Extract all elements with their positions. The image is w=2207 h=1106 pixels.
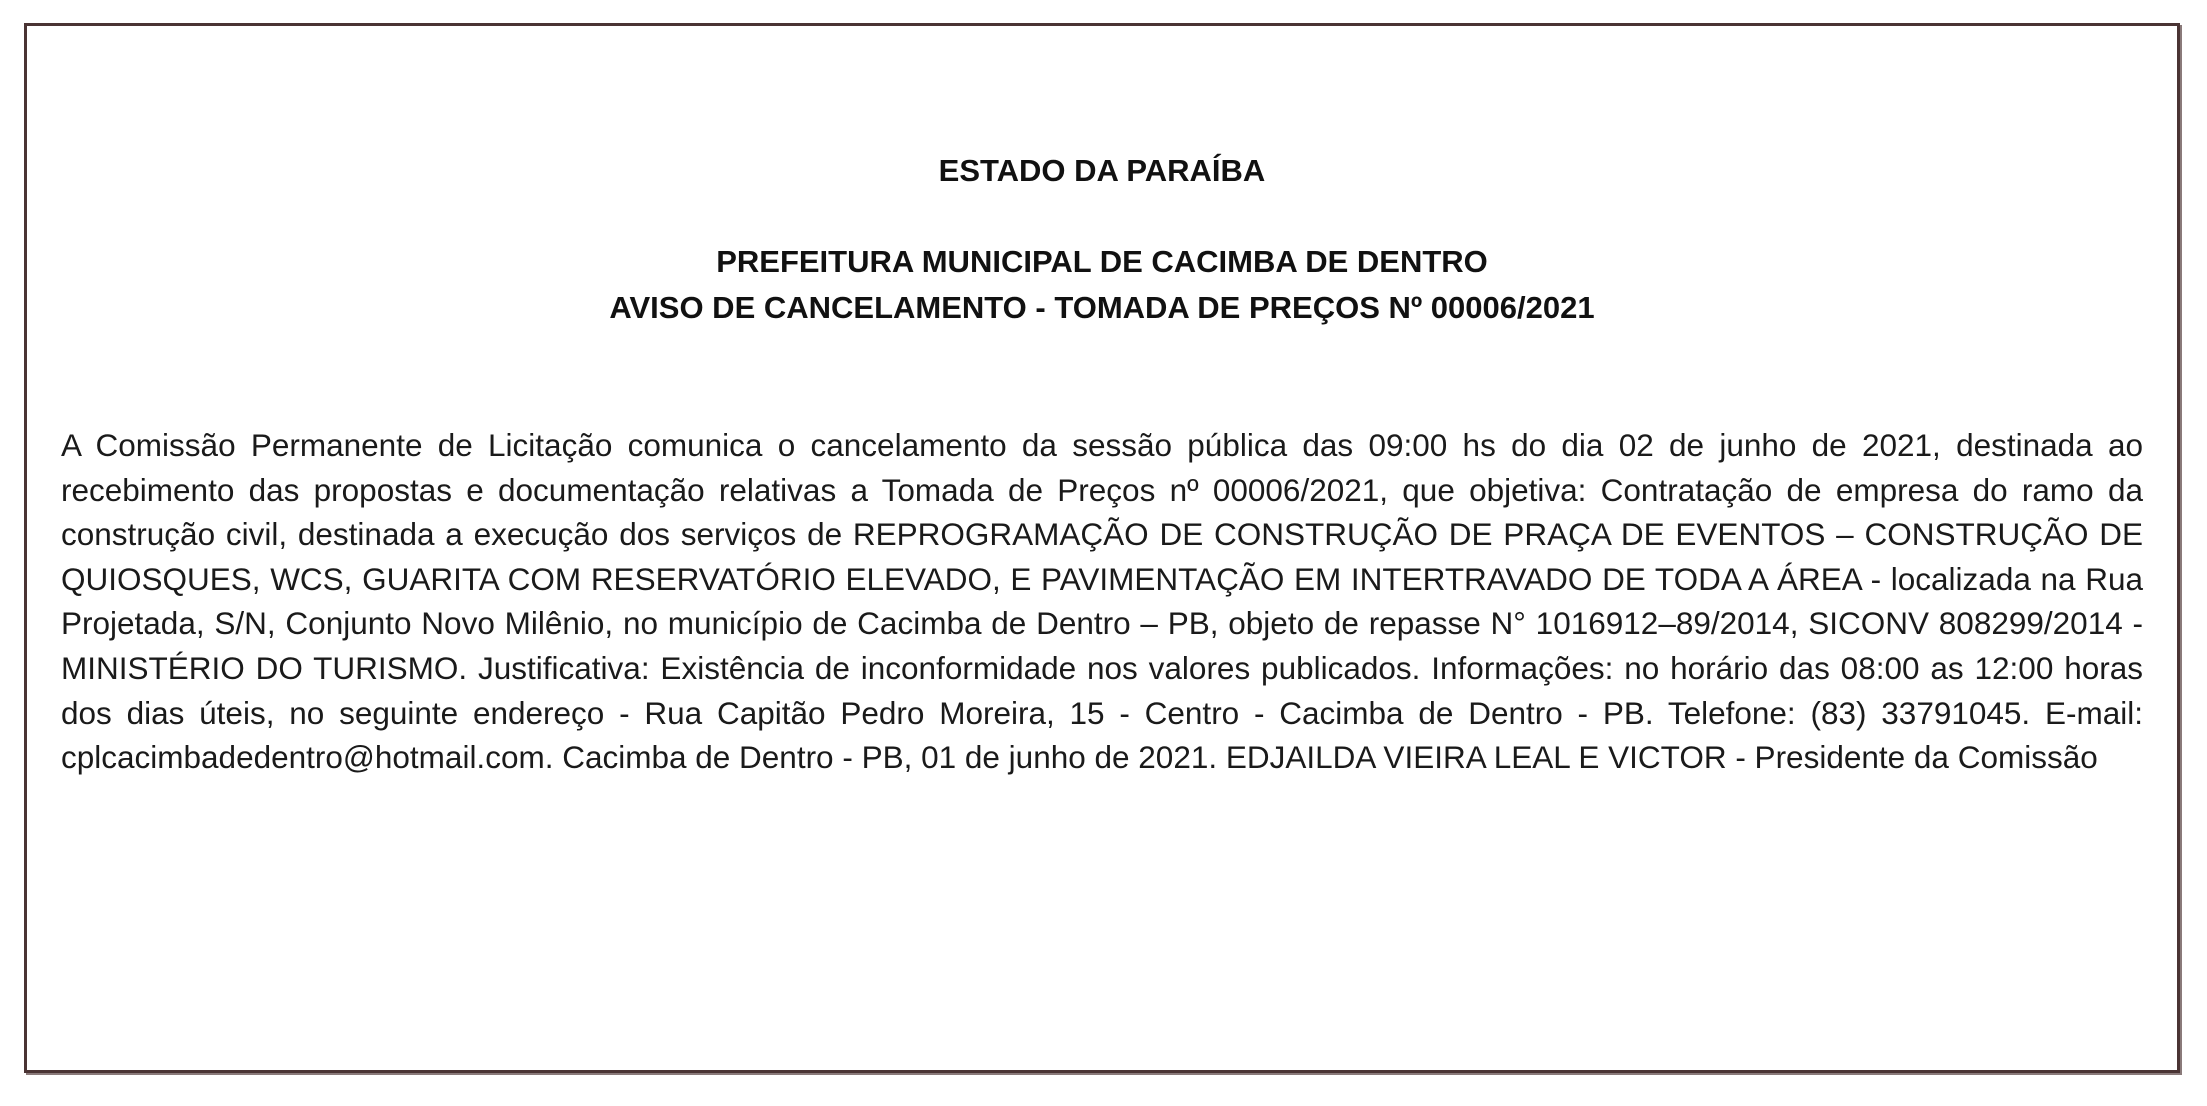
notice-body: A Comissão Permanente de Licitação comunica o cancelamento da sessão pública das 09:00 hs do dia 02 de junho de 2021, destinada ao recebimento das propostas e documentação relativas a Tomada de Preços nº 00006/2021, que objetiva: Contratação de empresa do ramo da construção civil, destinada a execução dos serviços de REPROGRAMAÇÃO DE CONSTRUÇÃO DE PRAÇA DE EVENTOS – CONSTRUÇÃO DE QUIOSQUES, WCS, GUARITA COM RESERVATÓRIO ELEVADO, E PAVIMENTAÇÃO EM INTERTRAVADO DE TODA A ÁREA - localizada na Rua Projetada, S/N, Conjunto Novo Milênio, no município de Cacimba de Dentro – PB, objeto de repasse N° 1016912–89/2014, SICONV 808299/2014 - MINISTÉRIO DO TURISMO. Justificativa: Existência de inconformidade nos valores publicados. Informações: no horário das 08:00 as 12:00 horas dos dias úteis, no seguinte endereço - Rua Capitão Pedro Moreira, 15 - Centro - Cacimba de Dentro - PB. Telefone: (83) 33791045. E-mail: cplcacimbadedentro@hotmail.com. Cacimba de Dentro - PB, 01 de junho de 2021. EDJAILDA VIEIRA LEAL E VICTOR - Presidente da Comissão: [61, 427, 2143, 776]
notice-frame: [24, 23, 2180, 1073]
notice-title: AVISO DE CANCELAMENTO - TOMADA DE PREÇOS Nº 00006/2021: [609, 290, 1595, 325]
prefecture-title: PREFEITURA MUNICIPAL DE CACIMBA DE DENTRO: [716, 244, 1488, 279]
state-title: ESTADO DA PARAÍBA: [938, 153, 1266, 188]
